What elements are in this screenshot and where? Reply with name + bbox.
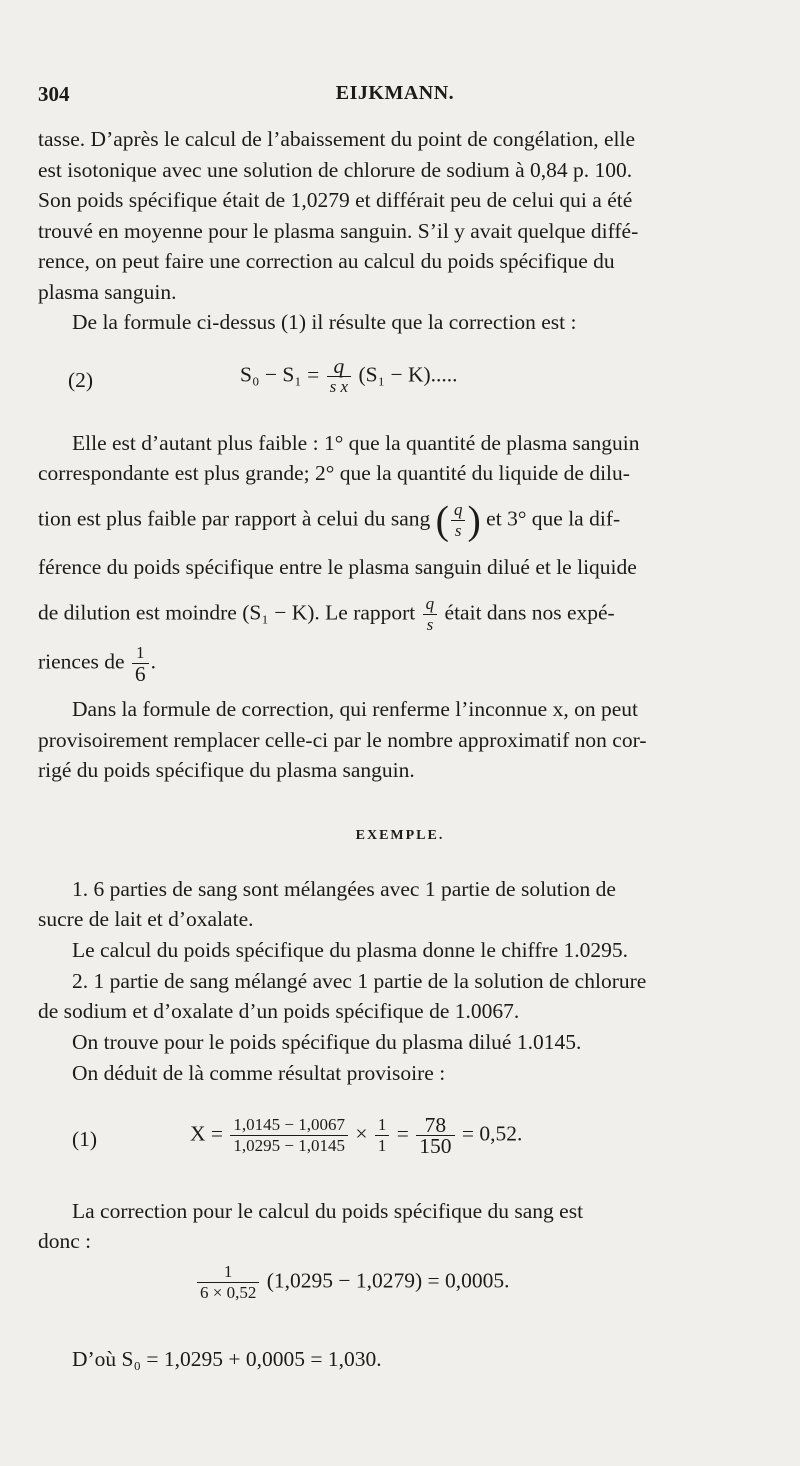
text-line: 1. 6 parties de sang sont mélangées avec 1 partie de solution de [72,877,616,901]
equation-label: (1) [72,1127,98,1151]
text-line: sucre de lait et d’oxalate. [38,907,254,931]
page-number: 304 [38,82,70,106]
text-line: correspondante est plus grande; 2° que la quantité du liquide de dilu- [38,461,630,485]
equation-lhs: X = [190,1121,224,1146]
page-header [38,82,752,112]
text-span: riences de [38,649,125,674]
text-line: On déduit de là comme résultat provisoire : [72,1061,446,1085]
text-line [38,643,768,684]
equation-lhs: S₀ − S₁ = [240,362,320,387]
text-line: 2. 1 partie de sang mélangé avec 1 partie de la solution de chlorure [72,969,647,993]
text-line: De la formule ci-dessus (1) il résulte que la correction est : [72,310,577,334]
paren: ) [467,497,481,543]
text-line: plasma sanguin. [38,280,177,304]
text-line: de sodium et d’oxalate d’un poids spécifique de 1.0067. [38,999,520,1023]
fraction [327,356,351,397]
fraction [132,643,149,684]
text-span: de dilution est moindre (S₁ − K). Le rapport [38,600,416,625]
equation-1 [190,1115,522,1156]
text-line: Dans la formule de correction, qui renferme l’inconnue x, on peut [72,697,638,721]
numerator: q [327,356,351,377]
numerator: 1 [375,1115,390,1136]
numerator: 1 [132,643,149,664]
equation-3 [195,1262,510,1303]
numerator: q [423,594,438,615]
denominator: 150 [419,1134,452,1158]
text-line: trouvé en moyenne pour le plasma sanguin. S’il y avait quelque diffé- [38,219,639,243]
text-span: et 3° que la dif- [486,506,621,531]
denominator: 6 [134,662,146,686]
equation-label: (2) [68,368,94,392]
text-line [38,594,768,635]
text-line: est isotonique avec une solution de chlorure de sodium à 0,84 p. 100. [38,158,633,182]
text-line: Le calcul du poids spécifique du plasma donne le chiffre 1.0295. [72,938,629,962]
section-heading: EXEMPLE. [355,828,445,843]
text-line: D’où S₀ = 1,0295 + 0,0005 = 1,030. [72,1347,382,1371]
numerator: 1,0145 − 1,0067 [230,1115,348,1136]
denominator: 1,0295 − 1,0145 [233,1136,345,1155]
fraction [451,500,466,541]
text-line: provisoirement remplacer celle-ci par le nombre approximatif non cor- [38,728,647,752]
text-line: rence, on peut faire une correction au calcul du poids spécifique du [38,249,615,273]
text-line: tasse. D’après le calcul de l’abaissement du point de congélation, elle [38,127,636,151]
paren: ( [435,497,449,543]
text-line [38,497,768,543]
text-line: On trouve pour le poids spécifique du plasma dilué 1.0145. [72,1030,582,1054]
fraction [423,594,438,635]
denominator: s [454,521,462,540]
fraction [375,1115,390,1156]
fraction [416,1115,454,1156]
text-span: tion est plus faible par rapport à celui du sang [38,506,431,531]
fraction [230,1115,348,1156]
text-line: Elle est d’autant plus faible : 1° que la quantité de plasma sanguin [72,431,640,455]
text-line: férence du poids spécifique entre le plasma sanguin dilué et le liquide [38,555,637,579]
denominator: s [426,615,434,634]
text-span: . [150,649,157,674]
text-line: La correction pour le calcul du poids spécifique du sang est [72,1199,584,1223]
numerator: q [451,500,466,521]
equation-rhs: (S₁ − K)..... [358,362,458,387]
numerator: 1 [197,1262,259,1283]
equation-result: = 0,52. [461,1121,523,1146]
text-line: donc : [38,1229,92,1253]
text-line: rigé du poids spécifique du plasma sanguin. [38,758,415,782]
equation-rhs: (1,0295 − 1,0279) = 0,0005. [266,1268,510,1293]
denominator: s x [329,377,349,396]
text-span: était dans nos expé- [444,600,615,625]
equation-2 [240,356,458,397]
denominator: 1 [377,1136,387,1155]
running-head: EIJKMANN. [335,82,455,104]
operator: × [355,1121,368,1146]
text-line: Son poids spécifique était de 1,0279 et différait peu de celui qui a été [38,188,633,212]
numerator: 78 [416,1115,454,1136]
operator: = [396,1121,409,1146]
fraction [197,1262,259,1303]
denominator: 6 × 0,52 [200,1283,257,1302]
